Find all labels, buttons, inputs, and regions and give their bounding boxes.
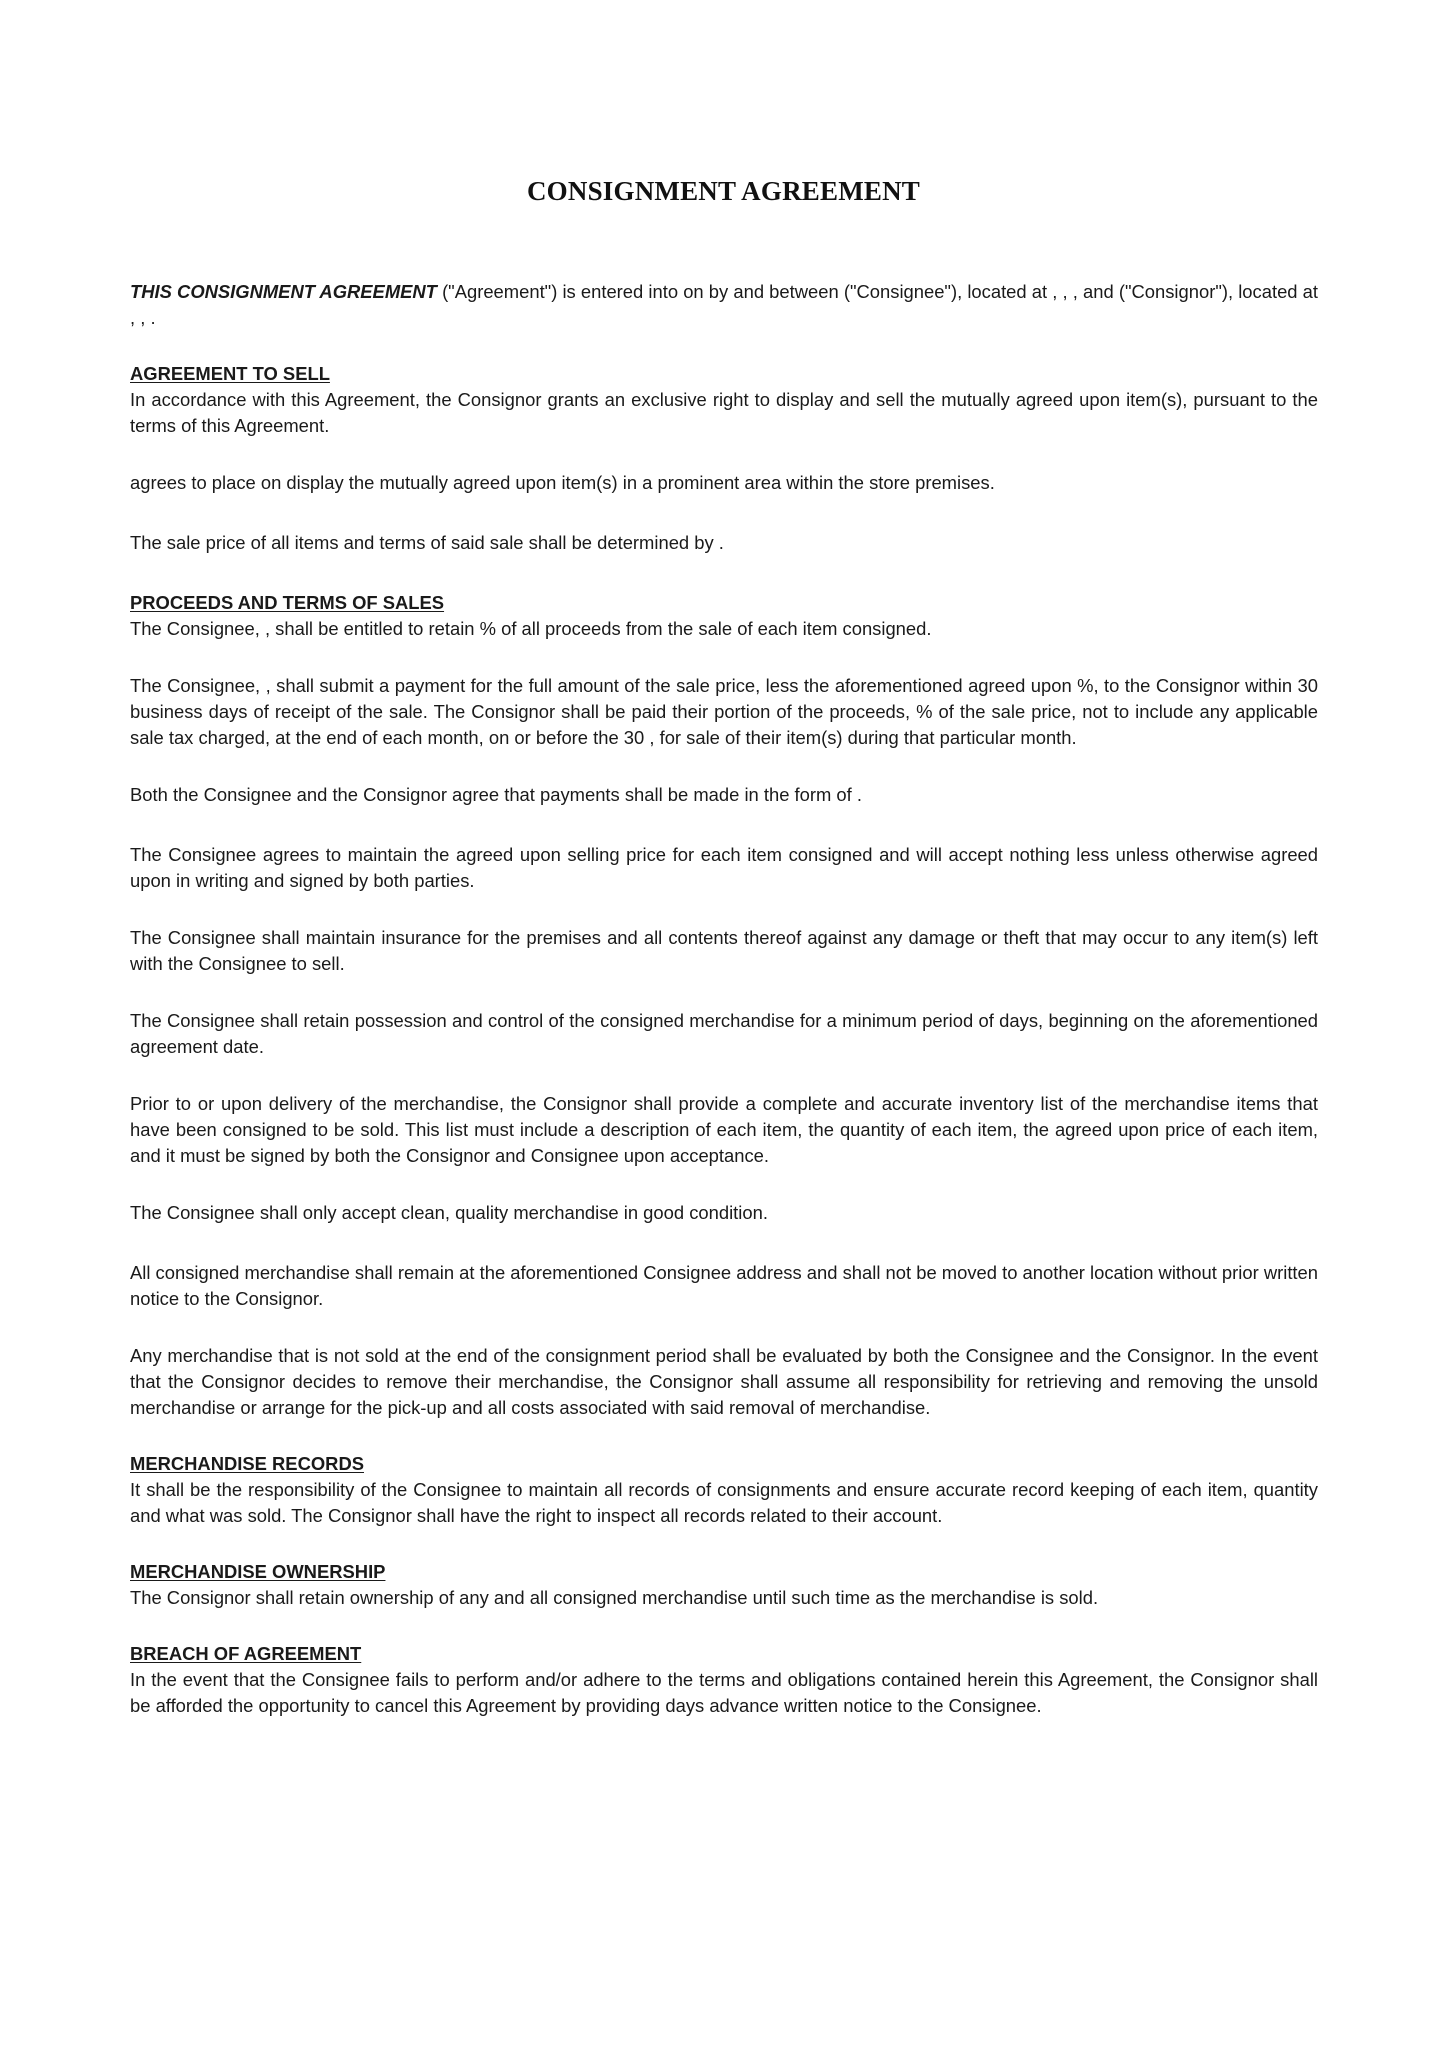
paragraph: The Consignor shall retain ownership of any and all consigned merchandise until such time as the merchandise is sold.	[130, 1587, 1099, 1608]
paragraph: agrees to place on display the mutually agreed upon item(s) in a prominent area within the store premises.	[130, 472, 995, 493]
section-agreement-to-sell	[130, 361, 1318, 556]
section-merchandise-records	[130, 1451, 1318, 1529]
paragraph: The Consignee, , shall submit a payment for the full amount of the sale price, less the aforementioned agreed upon %, to the Consignor within 30 business days of receipt of the sale. The Consignor shall be paid their portion of the proceeds, % of the sale price, not to include any applicable sale tax charged, at the end of each month, on or before the 30 , for sale of their item(s) during that particular month.	[130, 675, 1318, 748]
paragraph: All consigned merchandise shall remain at the aforementioned Consignee address and shall not be moved to another location without prior written notice to the Consignor.	[130, 1262, 1318, 1309]
paragraph: The Consignee agrees to maintain the agreed upon selling price for each item consigned and will accept nothing less unless otherwise agreed upon in writing and signed by both parties.	[130, 844, 1318, 891]
intro-text: ("Agreement") is entered into on by and between ("Consignee"), located at , , , and ("Consignor"), located at , , .	[130, 281, 1318, 328]
section-heading: BREACH OF AGREEMENT	[130, 1643, 362, 1664]
section-proceeds	[130, 590, 1318, 1421]
section-heading: AGREEMENT TO SELL	[130, 363, 330, 384]
paragraph: The Consignee shall maintain insurance for the premises and all contents thereof against any damage or theft that may occur to any item(s) left with the Consignee to sell.	[130, 927, 1318, 974]
section-heading: MERCHANDISE OWNERSHIP	[130, 1561, 386, 1582]
paragraph: The Consignee shall retain possession and control of the consigned merchandise for a minimum period of days, beginning on the aforementioned agreement date.	[130, 1010, 1318, 1057]
paragraph: The sale price of all items and terms of said sale shall be determined by .	[130, 532, 724, 553]
document-title: CONSIGNMENT AGREEMENT	[526, 176, 920, 206]
paragraph: It shall be the responsibility of the Consignee to maintain all records of consignments and ensure accurate record keeping of each item, quantity and what was sold. The Consignor shall have the right to inspect all records related to their account.	[130, 1479, 1318, 1526]
paragraph: In the event that the Consignee fails to perform and/or adhere to the terms and obligations contained herein this Agreement, the Consignor shall be afforded the opportunity to cancel this Agreement by providing days advance written notice to the Consignee.	[130, 1669, 1318, 1716]
section-breach-of-agreement	[130, 1641, 1318, 1719]
paragraph: Both the Consignee and the Consignor agree that payments shall be made in the form of .	[130, 784, 862, 805]
paragraph: In accordance with this Agreement, the Consignor grants an exclusive right to display and sell the mutually agreed upon item(s), pursuant to the terms of this Agreement.	[130, 389, 1318, 436]
intro-paragraph	[130, 279, 1318, 331]
paragraph: The Consignee shall only accept clean, quality merchandise in good condition.	[130, 1202, 768, 1223]
document-body	[130, 279, 1318, 1719]
section-heading: PROCEEDS AND TERMS OF SALES	[130, 592, 445, 613]
section-heading: MERCHANDISE RECORDS	[130, 1453, 364, 1474]
intro-lead: THIS CONSIGNMENT AGREEMENT	[130, 281, 437, 302]
section-merchandise-ownership	[130, 1559, 1318, 1611]
paragraph: The Consignee, , shall be entitled to retain % of all proceeds from the sale of each item consigned.	[130, 618, 932, 639]
paragraph: Prior to or upon delivery of the merchandise, the Consignor shall provide a complete and accurate inventory list of the merchandise items that have been consigned to be sold. This list must include a description of each item, the quantity of each item, the agreed upon price of each item, and it must be signed by both the Consignor and Consignee upon acceptance.	[130, 1093, 1318, 1166]
paragraph: Any merchandise that is not sold at the end of the consignment period shall be evaluated by both the Consignee and the Consignor. In the event that the Consignor decides to remove their merchandise, the Consignor shall assume all responsibility for retrieving and removing the unsold merchandise or arrange for the pick-up and all costs associated with said removal of merchandise.	[130, 1345, 1318, 1418]
